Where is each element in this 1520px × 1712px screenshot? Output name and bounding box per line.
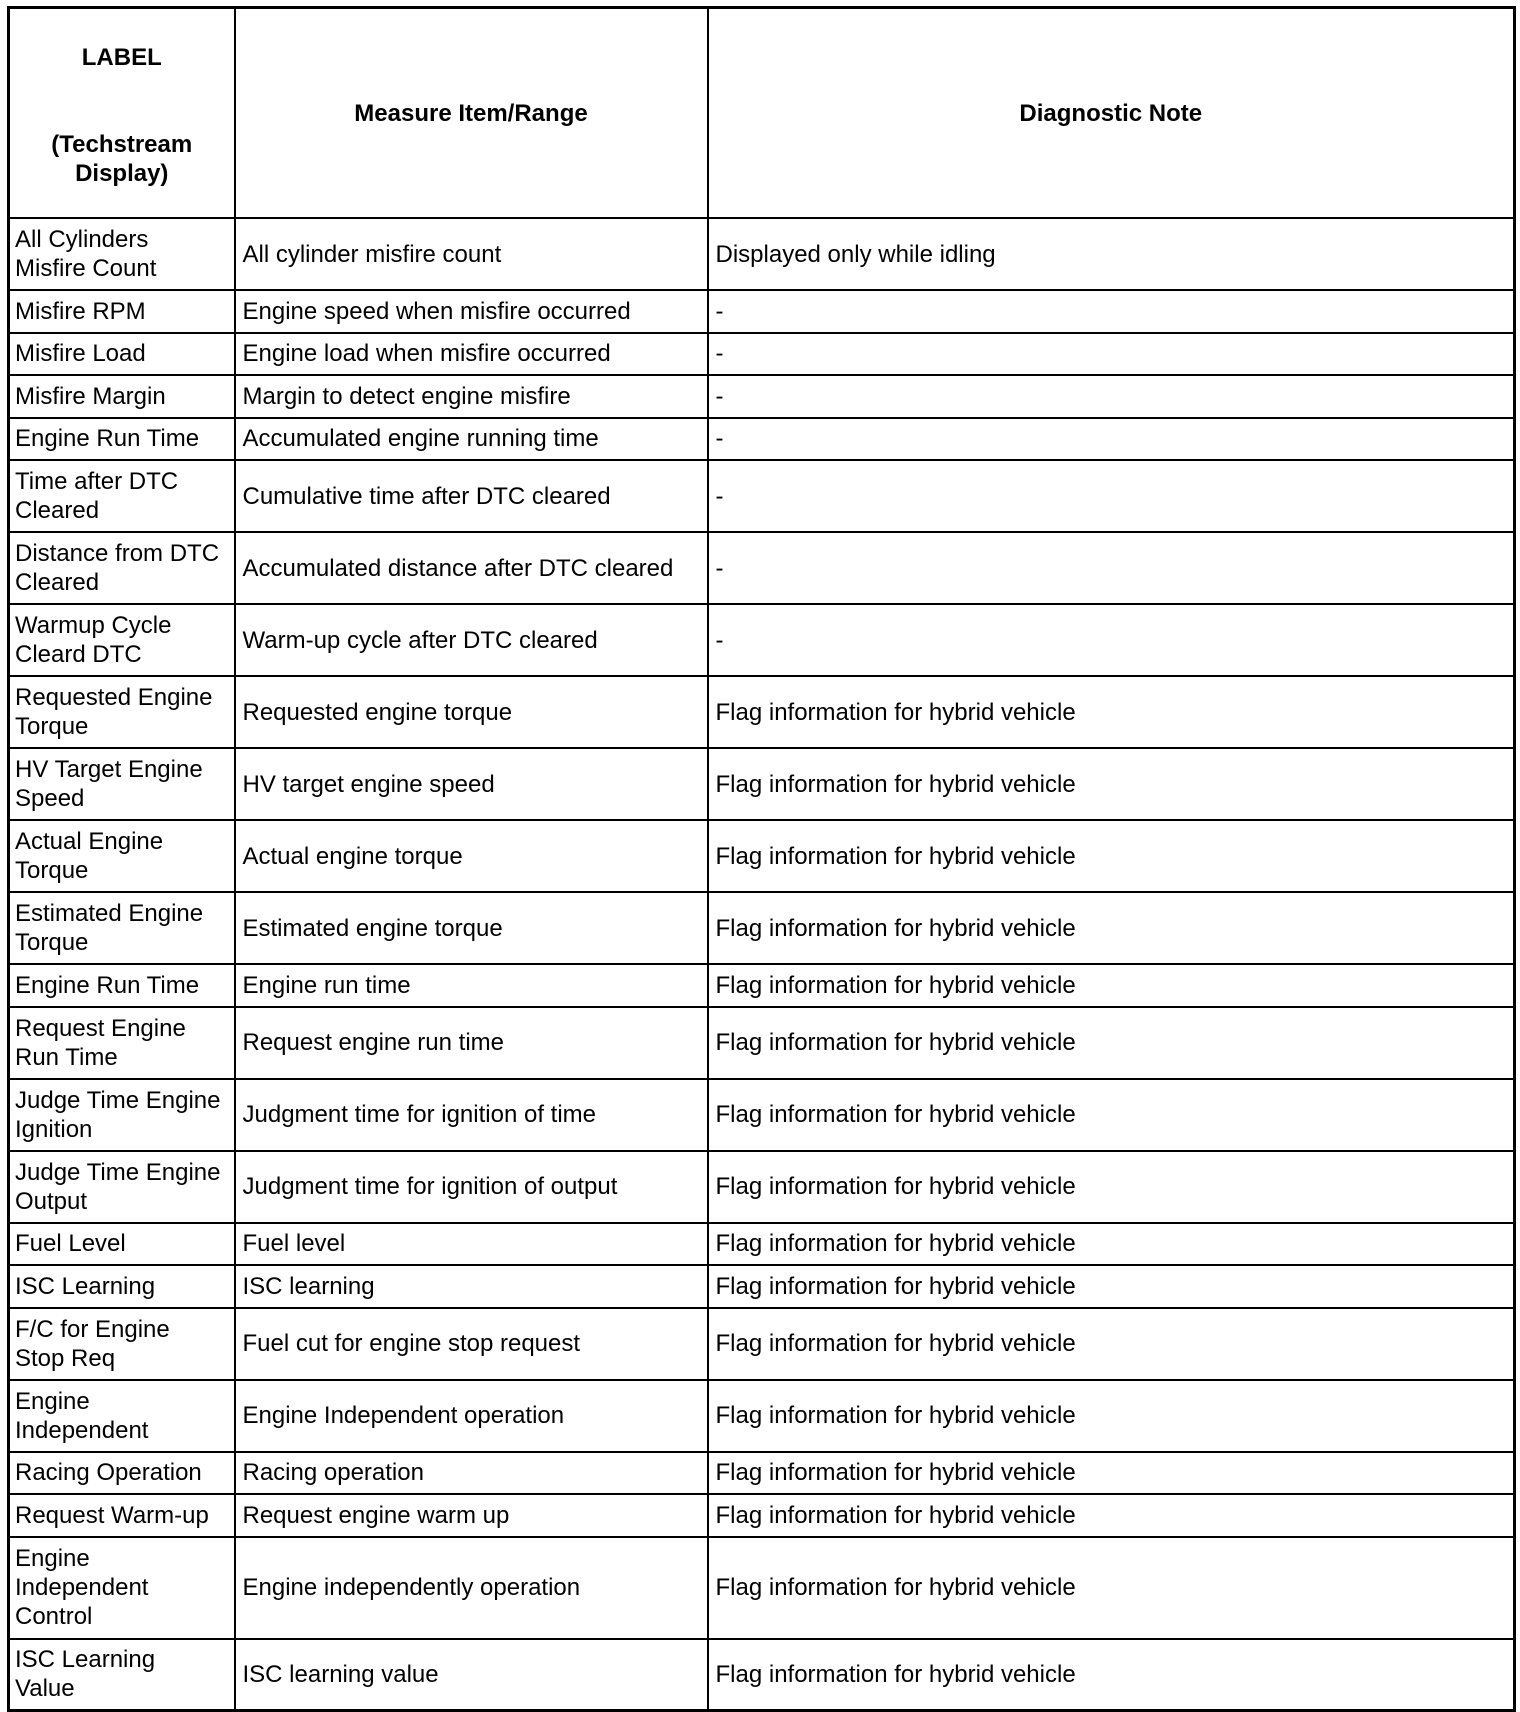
note-cell: Flag information for hybrid vehicle (708, 1265, 1515, 1308)
note-cell: Flag information for hybrid vehicle (708, 1007, 1515, 1079)
note-cell: Flag information for hybrid vehicle (708, 1308, 1515, 1380)
label-cell: Misfire Margin (9, 375, 235, 418)
note-cell: - (708, 532, 1515, 604)
note-cell: Flag information for hybrid vehicle (708, 1537, 1515, 1639)
measure-cell: HV target engine speed (235, 748, 708, 820)
table-row (9, 1151, 1515, 1223)
label-cell: ISC Learning Value (9, 1639, 235, 1711)
note-cell: - (708, 418, 1515, 461)
table-row (9, 1079, 1515, 1151)
label-cell: Engine Independent Control (9, 1537, 235, 1639)
note-cell: Flag information for hybrid vehicle (708, 892, 1515, 964)
table-row (9, 892, 1515, 964)
measure-cell: Engine run time (235, 964, 708, 1007)
measure-cell: All cylinder misfire count (235, 218, 708, 290)
measure-cell: ISC learning (235, 1265, 708, 1308)
table-row (9, 218, 1515, 290)
table-header-row (9, 8, 1515, 219)
table-row (9, 333, 1515, 376)
table-row (9, 1265, 1515, 1308)
label-cell: Engine Run Time (9, 418, 235, 461)
table-row (9, 748, 1515, 820)
note-cell: Flag information for hybrid vehicle (708, 1639, 1515, 1711)
label-cell: Engine Independent (9, 1380, 235, 1452)
measure-cell: Accumulated engine running time (235, 418, 708, 461)
label-cell: Estimated Engine Torque (9, 892, 235, 964)
measure-cell: Estimated engine torque (235, 892, 708, 964)
note-cell: - (708, 604, 1515, 676)
data-list-table (7, 6, 1516, 1712)
table-row (9, 375, 1515, 418)
note-cell: Flag information for hybrid vehicle (708, 820, 1515, 892)
header-label-title: LABEL (81, 44, 162, 71)
table-row (9, 604, 1515, 676)
label-cell: Requested Engine Torque (9, 676, 235, 748)
note-cell: Flag information for hybrid vehicle (708, 964, 1515, 1007)
table-row (9, 820, 1515, 892)
label-cell: ISC Learning (9, 1265, 235, 1308)
measure-cell: Fuel level (235, 1223, 708, 1266)
header-label-subtitle: (Techstream Display) (51, 131, 193, 187)
label-cell: Warmup Cycle Cleard DTC (9, 604, 235, 676)
header-label (9, 8, 235, 219)
table-row (9, 290, 1515, 333)
note-cell: Flag information for hybrid vehicle (708, 748, 1515, 820)
table-row (9, 1537, 1515, 1639)
table-row (9, 1452, 1515, 1495)
label-cell: Actual Engine Torque (9, 820, 235, 892)
label-cell: Judge Time Engine Ignition (9, 1079, 235, 1151)
measure-cell: Actual engine torque (235, 820, 708, 892)
note-cell: - (708, 290, 1515, 333)
measure-cell: Fuel cut for engine stop request (235, 1308, 708, 1380)
measure-cell: Engine Independent operation (235, 1380, 708, 1452)
label-cell: Time after DTC Cleared (9, 460, 235, 532)
note-cell: - (708, 375, 1515, 418)
label-cell: Engine Run Time (9, 964, 235, 1007)
measure-cell: ISC learning value (235, 1639, 708, 1711)
table-row (9, 964, 1515, 1007)
note-cell: - (708, 460, 1515, 532)
table-row (9, 460, 1515, 532)
table-row (9, 1223, 1515, 1266)
measure-cell: Judgment time for ignition of output (235, 1151, 708, 1223)
note-cell: Flag information for hybrid vehicle (708, 1494, 1515, 1537)
table-row (9, 418, 1515, 461)
label-cell: HV Target Engine Speed (9, 748, 235, 820)
table-row (9, 1308, 1515, 1380)
header-measure: Measure Item/Range (235, 8, 708, 219)
label-cell: Request Warm-up (9, 1494, 235, 1537)
label-cell: Distance from DTC Cleared (9, 532, 235, 604)
measure-cell: Request engine run time (235, 1007, 708, 1079)
table-row (9, 1494, 1515, 1537)
label-cell: F/C for Engine Stop Req (9, 1308, 235, 1380)
measure-cell: Engine independently operation (235, 1537, 708, 1639)
note-cell: Flag information for hybrid vehicle (708, 676, 1515, 748)
note-cell: Flag information for hybrid vehicle (708, 1380, 1515, 1452)
table-body (9, 218, 1515, 1711)
measure-cell: Warm-up cycle after DTC cleared (235, 604, 708, 676)
label-cell: Judge Time Engine Output (9, 1151, 235, 1223)
header-note: Diagnostic Note (708, 8, 1515, 219)
measure-cell: Judgment time for ignition of time (235, 1079, 708, 1151)
label-cell: Racing Operation (9, 1452, 235, 1495)
measure-cell: Engine load when misfire occurred (235, 333, 708, 376)
measure-cell: Margin to detect engine misfire (235, 375, 708, 418)
measure-cell: Request engine warm up (235, 1494, 708, 1537)
note-cell: Flag information for hybrid vehicle (708, 1079, 1515, 1151)
label-cell: Fuel Level (9, 1223, 235, 1266)
measure-cell: Requested engine torque (235, 676, 708, 748)
table-row (9, 1380, 1515, 1452)
table-row (9, 1639, 1515, 1711)
label-cell: Misfire RPM (9, 290, 235, 333)
label-cell: All Cylinders Misfire Count (9, 218, 235, 290)
measure-cell: Racing operation (235, 1452, 708, 1495)
measure-cell: Engine speed when misfire occurred (235, 290, 708, 333)
note-cell: Flag information for hybrid vehicle (708, 1223, 1515, 1266)
note-cell: Flag information for hybrid vehicle (708, 1151, 1515, 1223)
measure-cell: Accumulated distance after DTC cleared (235, 532, 708, 604)
table-row (9, 676, 1515, 748)
label-cell: Misfire Load (9, 333, 235, 376)
note-cell: Displayed only while idling (708, 218, 1515, 290)
measure-cell: Cumulative time after DTC cleared (235, 460, 708, 532)
table-row (9, 1007, 1515, 1079)
label-cell: Request Engine Run Time (9, 1007, 235, 1079)
note-cell: - (708, 333, 1515, 376)
note-cell: Flag information for hybrid vehicle (708, 1452, 1515, 1495)
table-row (9, 532, 1515, 604)
